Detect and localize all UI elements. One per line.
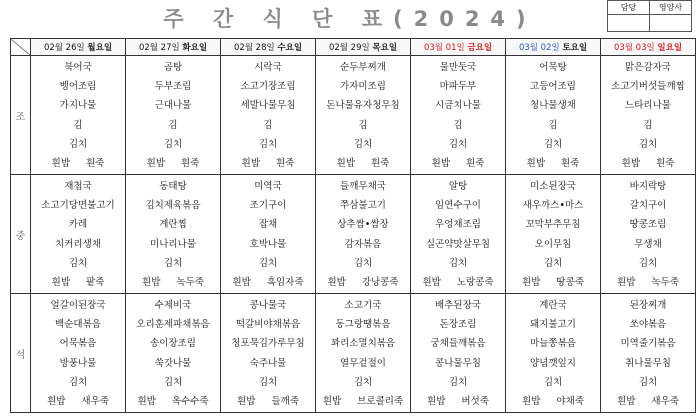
menu-item: 수제비국	[154, 299, 192, 311]
rice-label: 흰밥	[137, 396, 156, 407]
menu-item: 어묵탕	[539, 61, 567, 73]
rice-row	[601, 391, 695, 409]
menu-item: 가자미조림	[340, 81, 386, 93]
porridge-label: 팥죽	[86, 277, 105, 288]
meal-row	[11, 56, 696, 175]
meal-row	[11, 294, 696, 413]
porridge-label: 강낭콩죽	[361, 277, 399, 288]
menu-item: 김치	[543, 377, 563, 389]
menu-cell	[31, 56, 126, 175]
menu-item: 북어국	[64, 61, 92, 73]
day-date: 03월 01일	[423, 43, 465, 53]
rice-label: 흰밥	[142, 277, 161, 288]
menu-item: 양념깻잎지	[530, 357, 576, 369]
menu-cell	[411, 56, 506, 175]
menu-cell	[316, 56, 411, 175]
menu-item: 가지나물	[59, 100, 97, 112]
approval-header-staff: 담당	[608, 1, 650, 15]
menu-item: 방풍나물	[59, 357, 97, 369]
menu-item: 김	[73, 119, 83, 131]
menu-item: 김치	[638, 258, 658, 270]
menu-item: 김치	[68, 139, 88, 151]
day-header	[126, 39, 221, 56]
rice-label: 흰밥	[47, 396, 66, 407]
menu-cell	[126, 56, 221, 175]
menu-item: 들깨무채국	[340, 180, 386, 192]
day-name: 월요일	[87, 43, 113, 53]
menu-cell	[506, 56, 601, 175]
menu-item: 계란찜	[159, 219, 187, 231]
menu-item: 실곤약맛살무침	[425, 238, 491, 250]
menu-items	[31, 56, 125, 153]
page-title: 주 간 식 단 표(2024)	[163, 7, 537, 31]
rice-label: 흰밥	[422, 277, 441, 288]
porridge-label: 흰죽	[276, 158, 295, 169]
day-name: 수요일	[277, 43, 303, 53]
menu-item: 김치	[258, 139, 278, 151]
rice-label: 흰밥	[617, 277, 636, 288]
menu-item: 소고기장조림	[240, 81, 296, 93]
menu-item: 김	[263, 119, 273, 131]
menu-item: 미나리나물	[150, 238, 196, 250]
menu-item: 무생채	[634, 238, 662, 250]
rice-row	[316, 153, 410, 171]
rice-row	[221, 153, 315, 171]
menu-item: 김	[643, 119, 653, 131]
menu-item: 배추된장국	[435, 299, 481, 311]
day-header	[31, 39, 126, 56]
day-header-row	[11, 39, 696, 56]
menu-item: 떡갈비야채볶음	[235, 319, 301, 331]
menu-item: 김치	[258, 377, 278, 389]
day-header	[316, 39, 411, 56]
porridge-label: 새우죽	[81, 396, 109, 407]
menu-cell	[506, 175, 601, 294]
rice-label: 흰밥	[617, 396, 636, 407]
table-corner-cell	[11, 39, 31, 56]
menu-item: 김	[168, 119, 178, 131]
rice-row	[316, 272, 410, 290]
menu-item: 재첩국	[64, 180, 92, 192]
meal-label: 조	[11, 56, 31, 175]
rice-row	[31, 272, 125, 290]
rice-row	[316, 391, 410, 409]
menu-item: 느타리나물	[625, 100, 671, 112]
porridge-label: 녹두죽	[651, 277, 679, 288]
rice-row	[411, 391, 505, 409]
menu-item: 콩나물국	[249, 299, 287, 311]
approval-signature-staff	[608, 15, 650, 32]
menu-item: 마늘쫑볶음	[530, 338, 576, 350]
rice-row	[126, 391, 220, 409]
menu-cell	[316, 175, 411, 294]
menu-item: 김치	[163, 377, 183, 389]
day-name: 금요일	[467, 43, 493, 53]
day-header	[506, 39, 601, 56]
menu-items	[126, 56, 220, 153]
menu-cell	[126, 294, 221, 413]
menu-cell	[601, 56, 696, 175]
rice-label: 흰밥	[232, 277, 251, 288]
porridge-label: 버섯죽	[461, 396, 489, 407]
menu-item: 바지락탕	[629, 180, 667, 192]
menu-cell	[221, 56, 316, 175]
day-name: 화요일	[182, 43, 208, 53]
porridge-label: 브로콜리죽	[357, 396, 404, 407]
menu-item: 오이무침	[534, 238, 572, 250]
rice-label: 흰밥	[526, 158, 545, 169]
meal-row	[11, 175, 696, 294]
menu-item: 미역줄기볶음	[620, 338, 676, 350]
porridge-label: 흰죽	[656, 158, 675, 169]
menu-item: 김치	[638, 377, 658, 389]
menu-items	[601, 56, 695, 153]
menu-item: 쑥갓나물	[154, 357, 192, 369]
porridge-label: 노랑콩죽	[456, 277, 494, 288]
menu-item: 미역국	[254, 180, 282, 192]
menu-item: 순두부찌개	[340, 61, 386, 73]
porridge-label: 새우죽	[651, 396, 679, 407]
rice-label: 흰밥	[241, 158, 260, 169]
menu-items	[316, 175, 410, 272]
menu-item: 김치제육볶음	[145, 200, 201, 212]
menu-item: 새우까스•마스	[522, 200, 584, 212]
menu-cell	[411, 175, 506, 294]
rice-label: 흰밥	[522, 277, 541, 288]
menu-item: 돈장조림	[439, 319, 477, 331]
day-header	[411, 39, 506, 56]
menu-item: 김치	[353, 139, 373, 151]
porridge-label: 흰죽	[466, 158, 485, 169]
menu-item: 호박나물	[249, 238, 287, 250]
menu-item: 청나물생채	[530, 100, 576, 112]
day-header	[221, 39, 316, 56]
rice-row	[506, 272, 600, 290]
menu-item: 잡채	[258, 219, 278, 231]
menu-item: 김치	[448, 139, 468, 151]
menu-cell	[126, 175, 221, 294]
menu-items	[411, 294, 505, 391]
day-date: 02월 27일	[138, 43, 180, 53]
rice-label: 흰밥	[427, 396, 446, 407]
menu-item: 시금치나물	[435, 100, 481, 112]
menu-items	[411, 175, 505, 272]
menu-items	[506, 56, 600, 153]
menu-item: 열무겉절이	[340, 357, 386, 369]
menu-item: 김치	[448, 377, 468, 389]
rice-label: 흰밥	[431, 158, 450, 169]
rice-row	[411, 153, 505, 171]
menu-item: 세발나물무침	[240, 100, 296, 112]
porridge-label: 흰죽	[181, 158, 200, 169]
menu-cell	[31, 294, 126, 413]
menu-item: 청포묵김가루무침	[231, 338, 305, 350]
day-date: 03월 03일	[613, 43, 655, 53]
menu-item: 두부조림	[154, 81, 192, 93]
rice-label: 흰밥	[146, 158, 165, 169]
porridge-label: 흰죽	[86, 158, 105, 169]
rice-row	[506, 153, 600, 171]
porridge-label: 녹두죽	[176, 277, 204, 288]
day-name: 일요일	[657, 43, 683, 53]
menu-item: 궁채들깨볶음	[430, 338, 486, 350]
menu-item: 우엉채조림	[435, 219, 481, 231]
menu-item: 돈나물유자청무침	[326, 100, 400, 112]
menu-item: 김	[453, 119, 463, 131]
menu-item: 어묵볶음	[59, 338, 97, 350]
menu-items	[31, 294, 125, 391]
menu-item: 소고기국	[344, 299, 382, 311]
menu-item: 물만둣국	[439, 61, 477, 73]
menu-item: 갈치구이	[629, 200, 667, 212]
menu-item: 땅콩조림	[629, 219, 667, 231]
menu-item: 얼갈이된장국	[50, 299, 106, 311]
rice-row	[601, 153, 695, 171]
approval-box	[607, 0, 692, 32]
rice-row	[31, 391, 125, 409]
menu-item: 동그랑땡볶음	[335, 319, 391, 331]
menu-item: 김치	[638, 139, 658, 151]
menu-item: 알탕	[448, 180, 468, 192]
menu-item: 김치	[163, 258, 183, 270]
menu-item: 소고기당면불고기	[41, 200, 115, 212]
porridge-label: 흰죽	[371, 158, 390, 169]
rice-row	[126, 153, 220, 171]
menu-item: 김치	[68, 377, 88, 389]
menu-item: 김치	[448, 258, 468, 270]
menu-item: 김치	[163, 139, 183, 151]
menu-items	[506, 175, 600, 272]
menu-item: 김치	[353, 258, 373, 270]
menu-item: 조기구이	[249, 200, 287, 212]
menu-cell	[506, 294, 601, 413]
day-header	[601, 39, 696, 56]
menu-item: 계란국	[539, 299, 567, 311]
rice-label: 흰밥	[51, 158, 70, 169]
menu-cell	[221, 175, 316, 294]
rice-row	[126, 272, 220, 290]
rice-label: 흰밥	[322, 396, 342, 407]
menu-items	[411, 56, 505, 153]
rice-label: 흰밥	[51, 277, 70, 288]
rice-label: 흰밥	[336, 158, 355, 169]
rice-label: 흰밥	[327, 277, 346, 288]
menu-item: 소고기버섯들깨찜	[611, 81, 685, 93]
menu-items	[221, 294, 315, 391]
menu-cell	[411, 294, 506, 413]
menu-item: 고등어조림	[530, 81, 576, 93]
rice-row	[411, 272, 505, 290]
menu-item: 시락국	[254, 61, 282, 73]
porridge-label: 흰죽	[561, 158, 580, 169]
day-date: 02월 28일	[233, 43, 275, 53]
menu-item: 김치	[543, 258, 563, 270]
menu-item: 김치	[68, 258, 88, 270]
menu-item: 오리훈제파채볶음	[136, 319, 210, 331]
day-date: 02월 26일	[43, 43, 85, 53]
rice-row	[31, 153, 125, 171]
menu-items	[221, 175, 315, 272]
rice-row	[221, 272, 315, 290]
menu-item: 백순대볶음	[55, 319, 101, 331]
menu-item: 김치	[543, 139, 563, 151]
menu-item: 김	[548, 119, 558, 131]
menu-items	[601, 294, 695, 391]
weekly-menu-table	[10, 38, 696, 413]
menu-item: 근대나물	[154, 100, 192, 112]
menu-item: 송이장조림	[150, 338, 196, 350]
menu-items	[126, 175, 220, 272]
approval-signature-nutritionist	[650, 15, 692, 32]
menu-item: 미소된장국	[530, 180, 576, 192]
menu-cell	[316, 294, 411, 413]
menu-items	[506, 294, 600, 391]
menu-item: 돼지불고기	[530, 319, 576, 331]
menu-item: 된장찌개	[629, 299, 667, 311]
day-date: 02월 29일	[328, 43, 370, 53]
menu-item: 곰탕	[163, 61, 183, 73]
menu-item: 쭈삼불고기	[340, 200, 386, 212]
menu-item: 상추쌈•쌈장	[337, 219, 389, 231]
porridge-label: 들깨죽	[271, 396, 299, 407]
rice-row	[601, 272, 695, 290]
menu-item: 치커리생채	[55, 238, 101, 250]
porridge-label: 땅콩죽	[556, 277, 584, 288]
meal-label: 석	[11, 294, 31, 413]
day-name: 토요일	[562, 43, 588, 53]
day-date: 03월 02일	[518, 43, 560, 53]
porridge-label: 야채죽	[556, 396, 584, 407]
rice-row	[221, 391, 315, 409]
menu-item: 꼬막부추무침	[525, 219, 581, 231]
menu-cell	[221, 294, 316, 413]
menu-item: 김치	[258, 258, 278, 270]
menu-item: 꽈리소멸치볶음	[330, 338, 396, 350]
menu-item: 임연수구이	[435, 200, 481, 212]
rice-label: 흰밥	[621, 158, 640, 169]
menu-item: 마파두부	[439, 81, 477, 93]
menu-item: 숙주나물	[249, 357, 287, 369]
menu-cell	[601, 175, 696, 294]
meal-label: 중	[11, 175, 31, 294]
menu-item: 맑은감자국	[625, 61, 671, 73]
menu-item: 동태탕	[159, 180, 187, 192]
menu-item: 카레	[68, 219, 88, 231]
menu-item: 김	[358, 119, 368, 131]
menu-item: 쏘야볶음	[629, 319, 667, 331]
approval-header-nutritionist: 영양사	[650, 1, 692, 15]
menu-items	[316, 294, 410, 391]
menu-items	[601, 175, 695, 272]
menu-item: 김치	[353, 377, 373, 389]
menu-items	[316, 56, 410, 153]
menu-item: 콩나물무침	[435, 357, 481, 369]
menu-cell	[601, 294, 696, 413]
rice-row	[506, 391, 600, 409]
menu-items	[31, 175, 125, 272]
menu-cell	[31, 175, 126, 294]
rice-label: 흰밥	[522, 396, 541, 407]
rice-label: 흰밥	[237, 396, 256, 407]
porridge-label: 흑임자죽	[266, 277, 304, 288]
porridge-label: 옥수수죽	[171, 396, 209, 407]
menu-item: 벵어조림	[59, 81, 97, 93]
day-name: 목요일	[372, 43, 398, 53]
menu-items	[126, 294, 220, 391]
menu-item: 취나물무침	[625, 357, 671, 369]
menu-item: 감자볶음	[344, 238, 382, 250]
menu-items	[221, 56, 315, 153]
